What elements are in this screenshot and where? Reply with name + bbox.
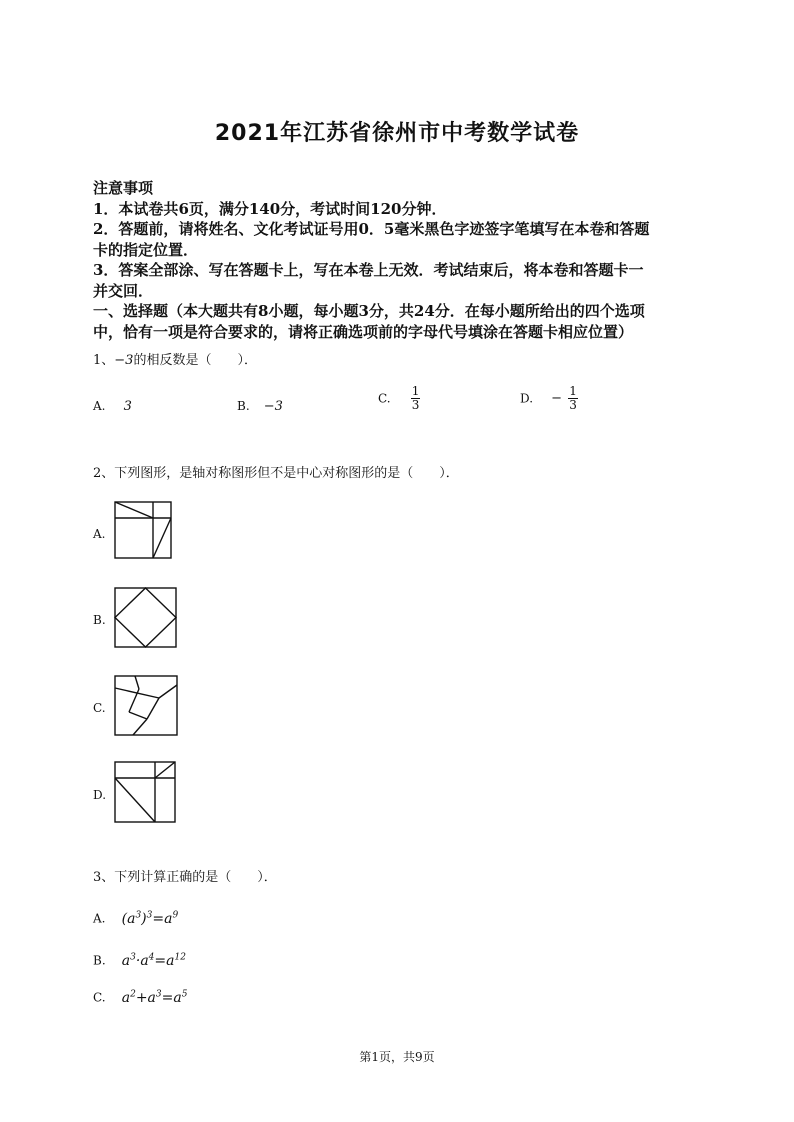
figure-d <box>113 760 179 824</box>
q2-stem: 2、下列图形，是轴对称图形但不是中心对称图形的是（ ）． <box>93 466 459 481</box>
q3-option-c: C. $a^2+a^3=a^5$ <box>93 989 188 1006</box>
fraction: $\frac{1}{3}$ <box>569 384 577 412</box>
q2-label-b: B. <box>93 613 106 627</box>
q1-option-d: D. − $\frac{1}{3}$ <box>520 384 577 412</box>
fraction: $\frac{1}{3}$ <box>411 384 420 412</box>
figure-b <box>113 586 179 650</box>
q1-stem: 1、−3的相反数是（ ）． <box>93 353 257 368</box>
q3-stem: 3、下列计算正确的是（ ）． <box>93 870 277 885</box>
notes-line: 一、选择题（本大题共有8小题，每小题3分，共24分．在每小题所给出的四个选项 <box>93 302 645 320</box>
q3-option-b: B. $a^3\cdot a^4=a^{12}$ <box>93 952 186 969</box>
notes-line: 1．本试卷共6页，满分140分，考试时间120分钟． <box>93 199 447 218</box>
notes-line: 3．答案全部涂、写在答题卡上，写在本卷上无效．考试结束后，将本卷和答题卡一 <box>93 261 644 279</box>
q1-option-b: B. −3 <box>237 399 283 414</box>
figure-c <box>113 674 181 738</box>
notes-line: 2．答题前，请将姓名、文化考试证号用0．5毫米黑色字迹签字笔填写在本卷和答题 <box>93 220 650 238</box>
q1-option-c: C. $\frac{1}{3}$ <box>378 384 420 412</box>
figure-a <box>113 500 175 562</box>
q1-option-a: A. 3 <box>93 399 132 414</box>
q2-label-a: A. <box>93 527 106 541</box>
formula: $(a^3)^3=a^9$ <box>121 910 179 927</box>
q2-label-d: D. <box>93 788 107 802</box>
q1-stem-math: −3 <box>114 353 134 368</box>
notes-section <box>93 178 713 342</box>
notes-heading: 注意事项 <box>93 179 154 197</box>
formula: $a^3\cdot a^4=a^{12}$ <box>121 952 186 969</box>
page-title: 2021年江苏省徐州市中考数学试卷 <box>214 121 580 146</box>
q2-label-c: C. <box>93 701 106 715</box>
page-footer: 第1页，共9页 <box>359 1050 435 1064</box>
notes-line: 中，恰有一项是符合要求的，请将正确选项前的字母代号填涂在答题卡相应位置） <box>93 322 634 341</box>
notes-line: 卡的指定位置． <box>93 240 199 259</box>
q3-option-a: A. $(a^3)^3=a^9$ <box>93 910 179 927</box>
notes-line: 并交回． <box>93 281 154 300</box>
formula: $a^2+a^3=a^5$ <box>121 989 188 1006</box>
